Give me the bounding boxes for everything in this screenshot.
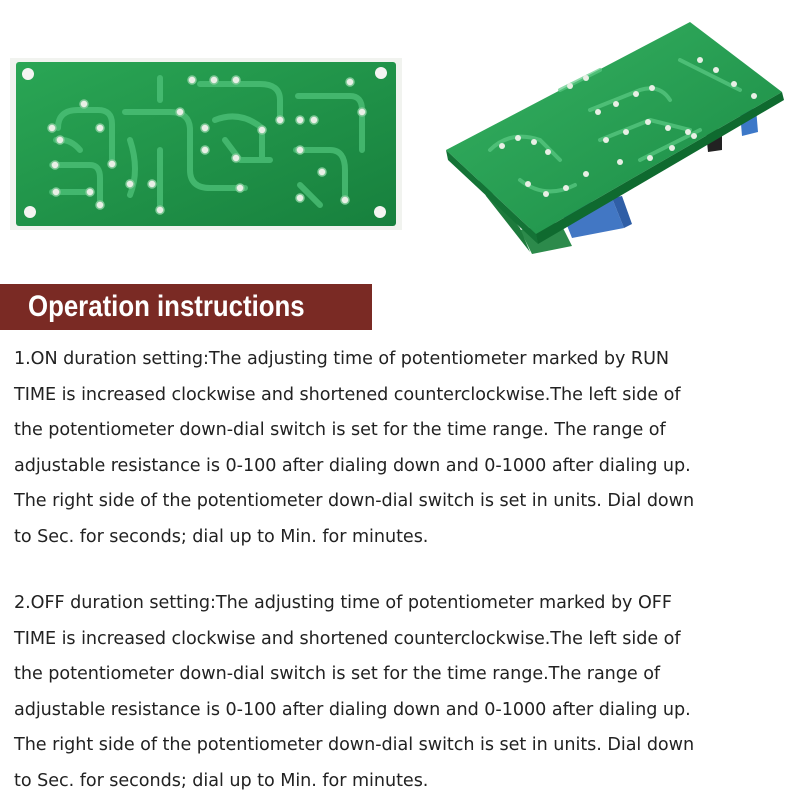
instruction-off-duration bbox=[14, 586, 794, 799]
text-line: to Sec. for seconds; dial up to Min. for minutes. bbox=[14, 526, 429, 547]
text-line: to Sec. for seconds; dial up to Min. for minutes. bbox=[14, 770, 429, 791]
pcb-angled-photo bbox=[446, 22, 784, 254]
product-photos bbox=[0, 0, 800, 270]
text-line: 2.OFF duration setting:The adjusting time of potentiometer marked by OFF bbox=[14, 593, 672, 613]
text-line: The right side of the potentiometer down-dial switch is set in units. Dial down bbox=[14, 491, 695, 511]
text-line: TIME is increased clockwise and shortened counterclockwise.The left side of bbox=[14, 384, 681, 405]
section-banner bbox=[0, 284, 372, 330]
instruction-on-duration bbox=[14, 342, 794, 555]
text-line: adjustable resistance is 0-100 after dialing down and 0-1000 after dialing up. bbox=[14, 699, 691, 720]
text-line: TIME is increased clockwise and shortened counterclockwise.The left side of bbox=[14, 628, 681, 649]
text-line: 1.ON duration setting:The adjusting time of potentiometer marked by RUN bbox=[14, 349, 670, 369]
text-line: the potentiometer down-dial switch is set for the time range.The range of bbox=[14, 664, 661, 684]
text-line: The right side of the potentiometer down-dial switch is set in units. Dial down bbox=[14, 735, 695, 755]
section-heading: Operation instructions bbox=[28, 290, 305, 323]
text-line: the potentiometer down-dial switch is set for the time range. The range of bbox=[14, 420, 666, 440]
pcb-back-photo bbox=[10, 58, 402, 230]
text-line: adjustable resistance is 0-100 after dialing down and 0-1000 after dialing up. bbox=[14, 455, 691, 476]
